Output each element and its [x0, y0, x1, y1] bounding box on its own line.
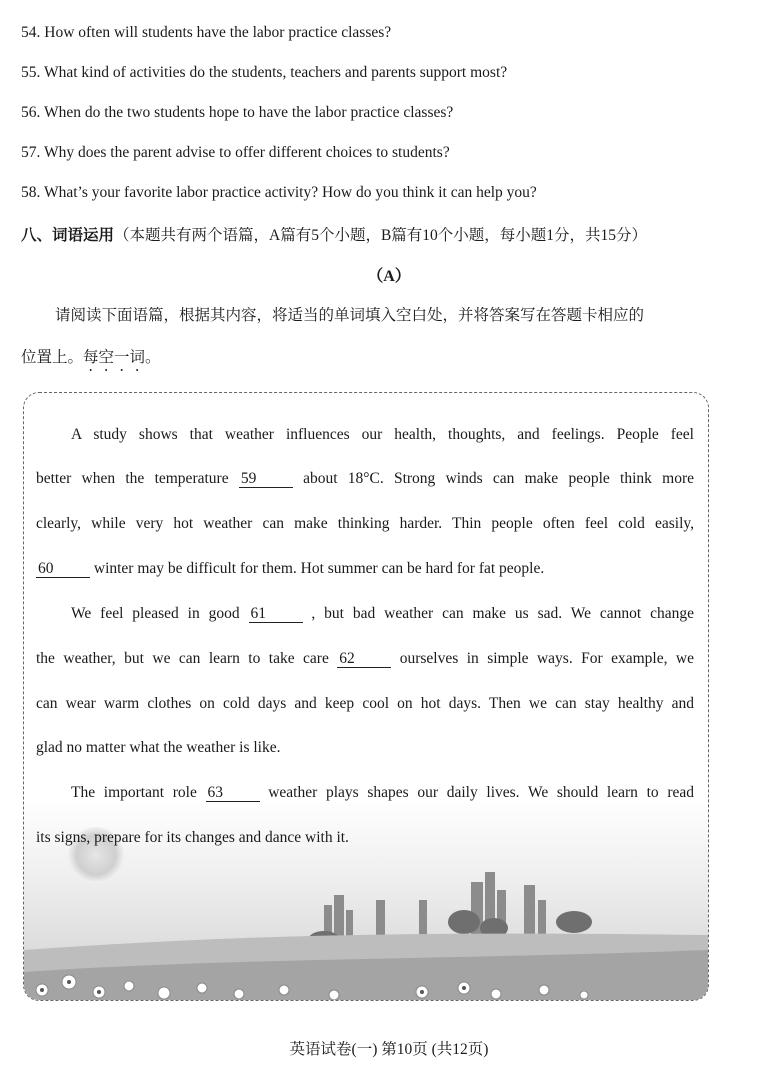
part-label: （A）	[367, 268, 411, 285]
passage-text: better when the temperature	[36, 470, 239, 487]
blank-62[interactable]: 62	[337, 650, 391, 668]
question-56: 56. When do the two students hope to have the labor practice classes?	[21, 104, 454, 121]
instruction-line-2	[21, 345, 161, 375]
passage-text: the weather, but we can learn to take care	[36, 650, 338, 667]
passage-text: weather plays shapes our daily lives. We should learn to read	[259, 784, 694, 801]
passage-line-4	[36, 559, 694, 579]
instruction-text: 位置上。	[21, 349, 84, 366]
blank-59[interactable]: 59	[239, 470, 293, 488]
passage-box	[23, 392, 709, 1001]
passage-text: , but bad weather can make us sad. We cannot change	[302, 605, 695, 622]
emphasized-instruction: 每空一词	[83, 349, 146, 366]
passage-text: We feel pleased in good	[71, 605, 249, 622]
passage-line-9	[36, 783, 694, 803]
passage-line-5	[36, 604, 694, 624]
question-58: 58. What’s your favorite labor practice activity? How do you think it can help you?	[21, 184, 537, 201]
question-57: 57. Why does the parent advise to offer different choices to students?	[21, 144, 450, 161]
passage-line-3: clearly, while very hot weather can make thinking harder. Thin people often feel cold easily,	[36, 515, 694, 532]
passage-line-2	[36, 469, 694, 489]
passage-text: ourselves in simple ways. For example, we	[391, 650, 695, 667]
instruction-period: 。	[145, 349, 161, 366]
passage-line-6	[36, 649, 694, 669]
passage-text: A study shows that weather influences our health, thoughts, and feelings. People feel	[71, 426, 694, 443]
blank-61[interactable]: 61	[249, 605, 303, 623]
blank-60[interactable]: 60	[36, 560, 90, 578]
section-note: （本题共有两个语篇，A篇有5个小题，B篇有10个小题，每小题1分，共15分）	[114, 227, 648, 244]
passage-text: The important role	[71, 784, 206, 801]
passage-line-7: can wear warm clothes on cold days and keep cool on hot days. Then we can stay healthy and	[36, 695, 694, 712]
page-footer: 英语试卷(一) 第10页 (共12页)	[289, 1041, 489, 1058]
passage-text: about 18°C. Strong winds can make people think more	[292, 470, 694, 487]
passage-text: winter may be difficult for them. Hot summer can be hard for fat people.	[90, 560, 545, 577]
section-heading	[21, 223, 647, 245]
passage-line-8: glad no matter what the weather is like.	[36, 739, 281, 756]
passage-line-10: its signs, prepare for its changes and dance with it.	[36, 829, 349, 846]
instruction-line-1: 请阅读下面语篇，根据其内容，将适当的单词填入空白处，并将答案写在答题卡相应的	[55, 307, 645, 324]
blank-63[interactable]: 63	[206, 784, 260, 802]
question-55: 55. What kind of activities do the students, teachers and parents support most?	[21, 64, 508, 81]
passage-line-1	[36, 425, 694, 445]
question-54: 54. How often will students have the labor practice classes?	[21, 24, 392, 41]
section-title: 八、词语运用	[21, 227, 115, 244]
